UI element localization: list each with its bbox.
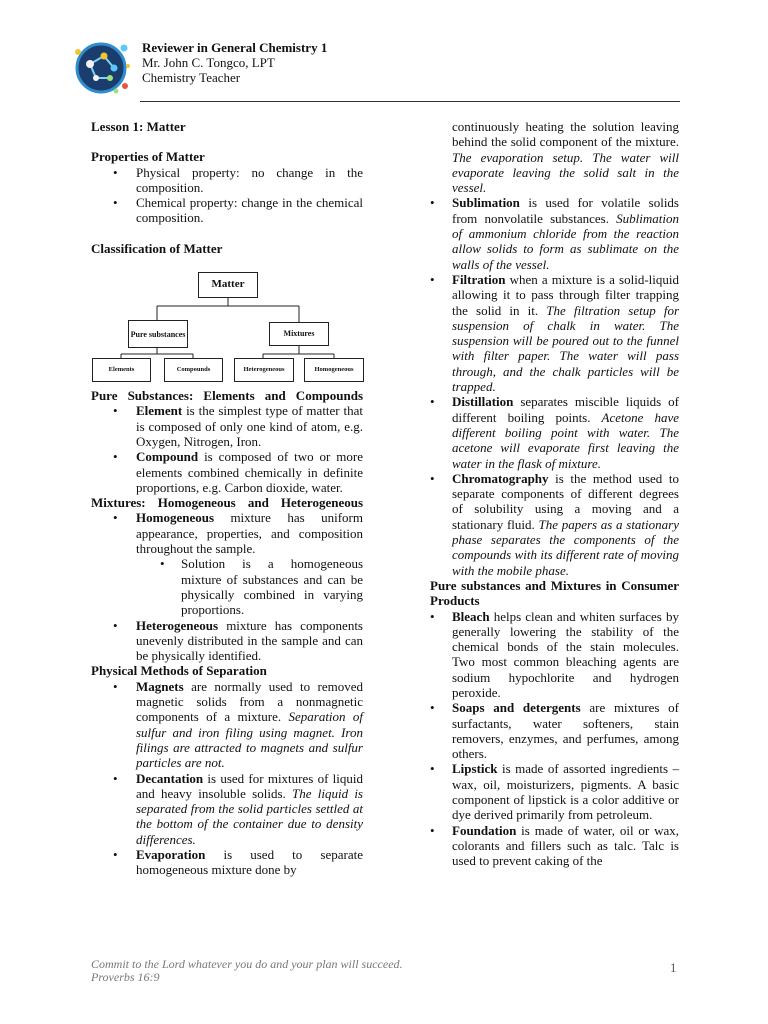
list-item: • Evaporation is used to separate homogeneous mixture done by <box>113 846 363 878</box>
diagram-node-heterogeneous: Heterogeneous <box>234 358 294 382</box>
diagram-node-matter: Matter <box>198 272 258 298</box>
list-item: • Bleach helps clean and whiten surfaces by generally lowering the stability of the chemical bonds of the stain molecules. Two most common bleaching agents are sodium hypochlorite and hydrogen peroxide. <box>430 608 679 700</box>
list-item: • Chromatography is the method used to separate components of different degrees of solubility using a moving and a stationary fluid. The papers as a stationary phase separates the components of the compounds with its different rate of moving with the mobile phase. <box>430 470 679 578</box>
document-title: Reviewer in General Chemistry 1 <box>142 40 328 55</box>
classification-heading: Classification of Matter <box>91 240 223 256</box>
list-item: • Heterogeneous mixture has components unevenly distributed in the sample and can be physically identified. <box>113 617 363 664</box>
list-item: • Distillation separates miscible liquids of different boiling points. Acetone have different boiling point with water. The acetone will evaporate first leaving the water in the flask of mixture. <box>430 394 680 471</box>
list-item: • Lipstick is made of assorted ingredients – wax, oil, moisturizers, pigments. A basic component of lipstick is a color additive or dye derived primarily from petroleum. <box>430 761 679 823</box>
list-item: • Physical property: no change in the composition. <box>113 164 363 195</box>
footer-verse: Commit to the Lord whatever you do and your plan will succeed. <box>91 957 403 971</box>
list-item: • Decantation is used for mixtures of liquid and heavy insoluble solids. The liquid is separated from the solid particles settled at the bottom of the container due to density differences. <box>113 770 363 847</box>
properties-heading: Properties of Matter <box>91 149 205 165</box>
pure-substances-list <box>91 403 363 495</box>
classification-diagram <box>91 270 363 378</box>
list-item: • Homogeneous mixture has uniform appearance, properties, and composition throughout the sample. <box>113 510 363 557</box>
list-item: • Sublimation is used for volatile solids from nonvolatile substances. Sublimation of ammonium chloride from the reaction allow solids to form as sublimate on the walls of the vessel. <box>430 195 679 272</box>
lesson-title: Lesson 1: Matter <box>91 119 186 134</box>
mixtures-list <box>91 510 363 556</box>
list-item: • Soaps and detergents are mixtures of surfactants, water softeners, stain removers, enzymes, and perfumes, among others. <box>430 700 679 762</box>
diagram-node-elements: Elements <box>92 358 151 382</box>
solution-list <box>91 556 363 617</box>
author-role: Chemistry Teacher <box>142 70 241 85</box>
list-item: • Magnets are normally used to removed magnetic solids from a nonmagnetic components of a mixture. Separation of sulfur and iron filing using magnet. Iron filings are attracted to magnets and sulfur particles are not. <box>113 678 363 771</box>
diagram-node-pure-substances: Pure substances <box>128 320 188 348</box>
author-name: Mr. John C. Tongco, LPT <box>142 55 275 70</box>
consumer-list <box>430 609 679 869</box>
separation-list-continued <box>430 195 679 577</box>
diagram-node-homogeneous: Homogeneous <box>304 358 364 382</box>
separation-heading: Physical Methods of Separation <box>91 663 267 679</box>
list-item: • Chemical property: change in the chemical composition. <box>113 195 363 226</box>
header-text <box>142 40 327 85</box>
heterogeneous-list <box>91 618 363 664</box>
evaporation-continued: continuously heating the solution leaving behind the solid component of the mixture. The evaporation setup. The water will evaporate leaving the solid salt in the vessel. <box>452 119 679 196</box>
right-column <box>430 119 679 869</box>
diagram-node-mixtures: Mixtures <box>269 322 329 346</box>
list-item: • Foundation is made of water, oil or wax, colorants and fillers such as talc. Talc is used to prevent caking of the <box>430 822 679 869</box>
list-item: • Solution is a homogeneous mixture of substances and can be physically combined in varying proportions. <box>160 556 363 618</box>
pure-substances-heading: Pure Substances: Elements and Compounds <box>91 388 363 404</box>
separation-list <box>91 679 363 878</box>
diagram-node-compounds: Compounds <box>164 358 223 382</box>
mixtures-heading: Mixtures: Homogeneous and Heterogeneous <box>91 495 363 511</box>
page-header <box>70 36 682 106</box>
properties-list <box>91 165 363 226</box>
left-column <box>91 119 363 878</box>
list-item: • Element is the simplest type of matter that is composed of only one kind of atom, e.g. Oxygen, Nitrogen, Iron. <box>113 403 363 449</box>
page-number: 1 <box>670 960 677 975</box>
header-divider <box>140 101 680 102</box>
consumer-heading: Pure substances and Mixtures in Consumer Products <box>430 577 679 609</box>
page-footer <box>91 958 681 984</box>
list-item: • Compound is composed of two or more elements combined chemically in definite proportions, e.g. Carbon dioxide, water. <box>113 449 363 495</box>
footer-reference: Proverbs 16:9 <box>91 970 160 984</box>
list-item: • Filtration when a mixture is a solid-liquid allowing it to pass through filter trapping the solid in it. The filtration setup for suspension of chalk in water. The suspension will be poured out to the funnel with filter paper. The water will pass through, and the chalk particles will be trapped. <box>430 271 680 395</box>
chemistry-logo-icon <box>70 38 132 94</box>
